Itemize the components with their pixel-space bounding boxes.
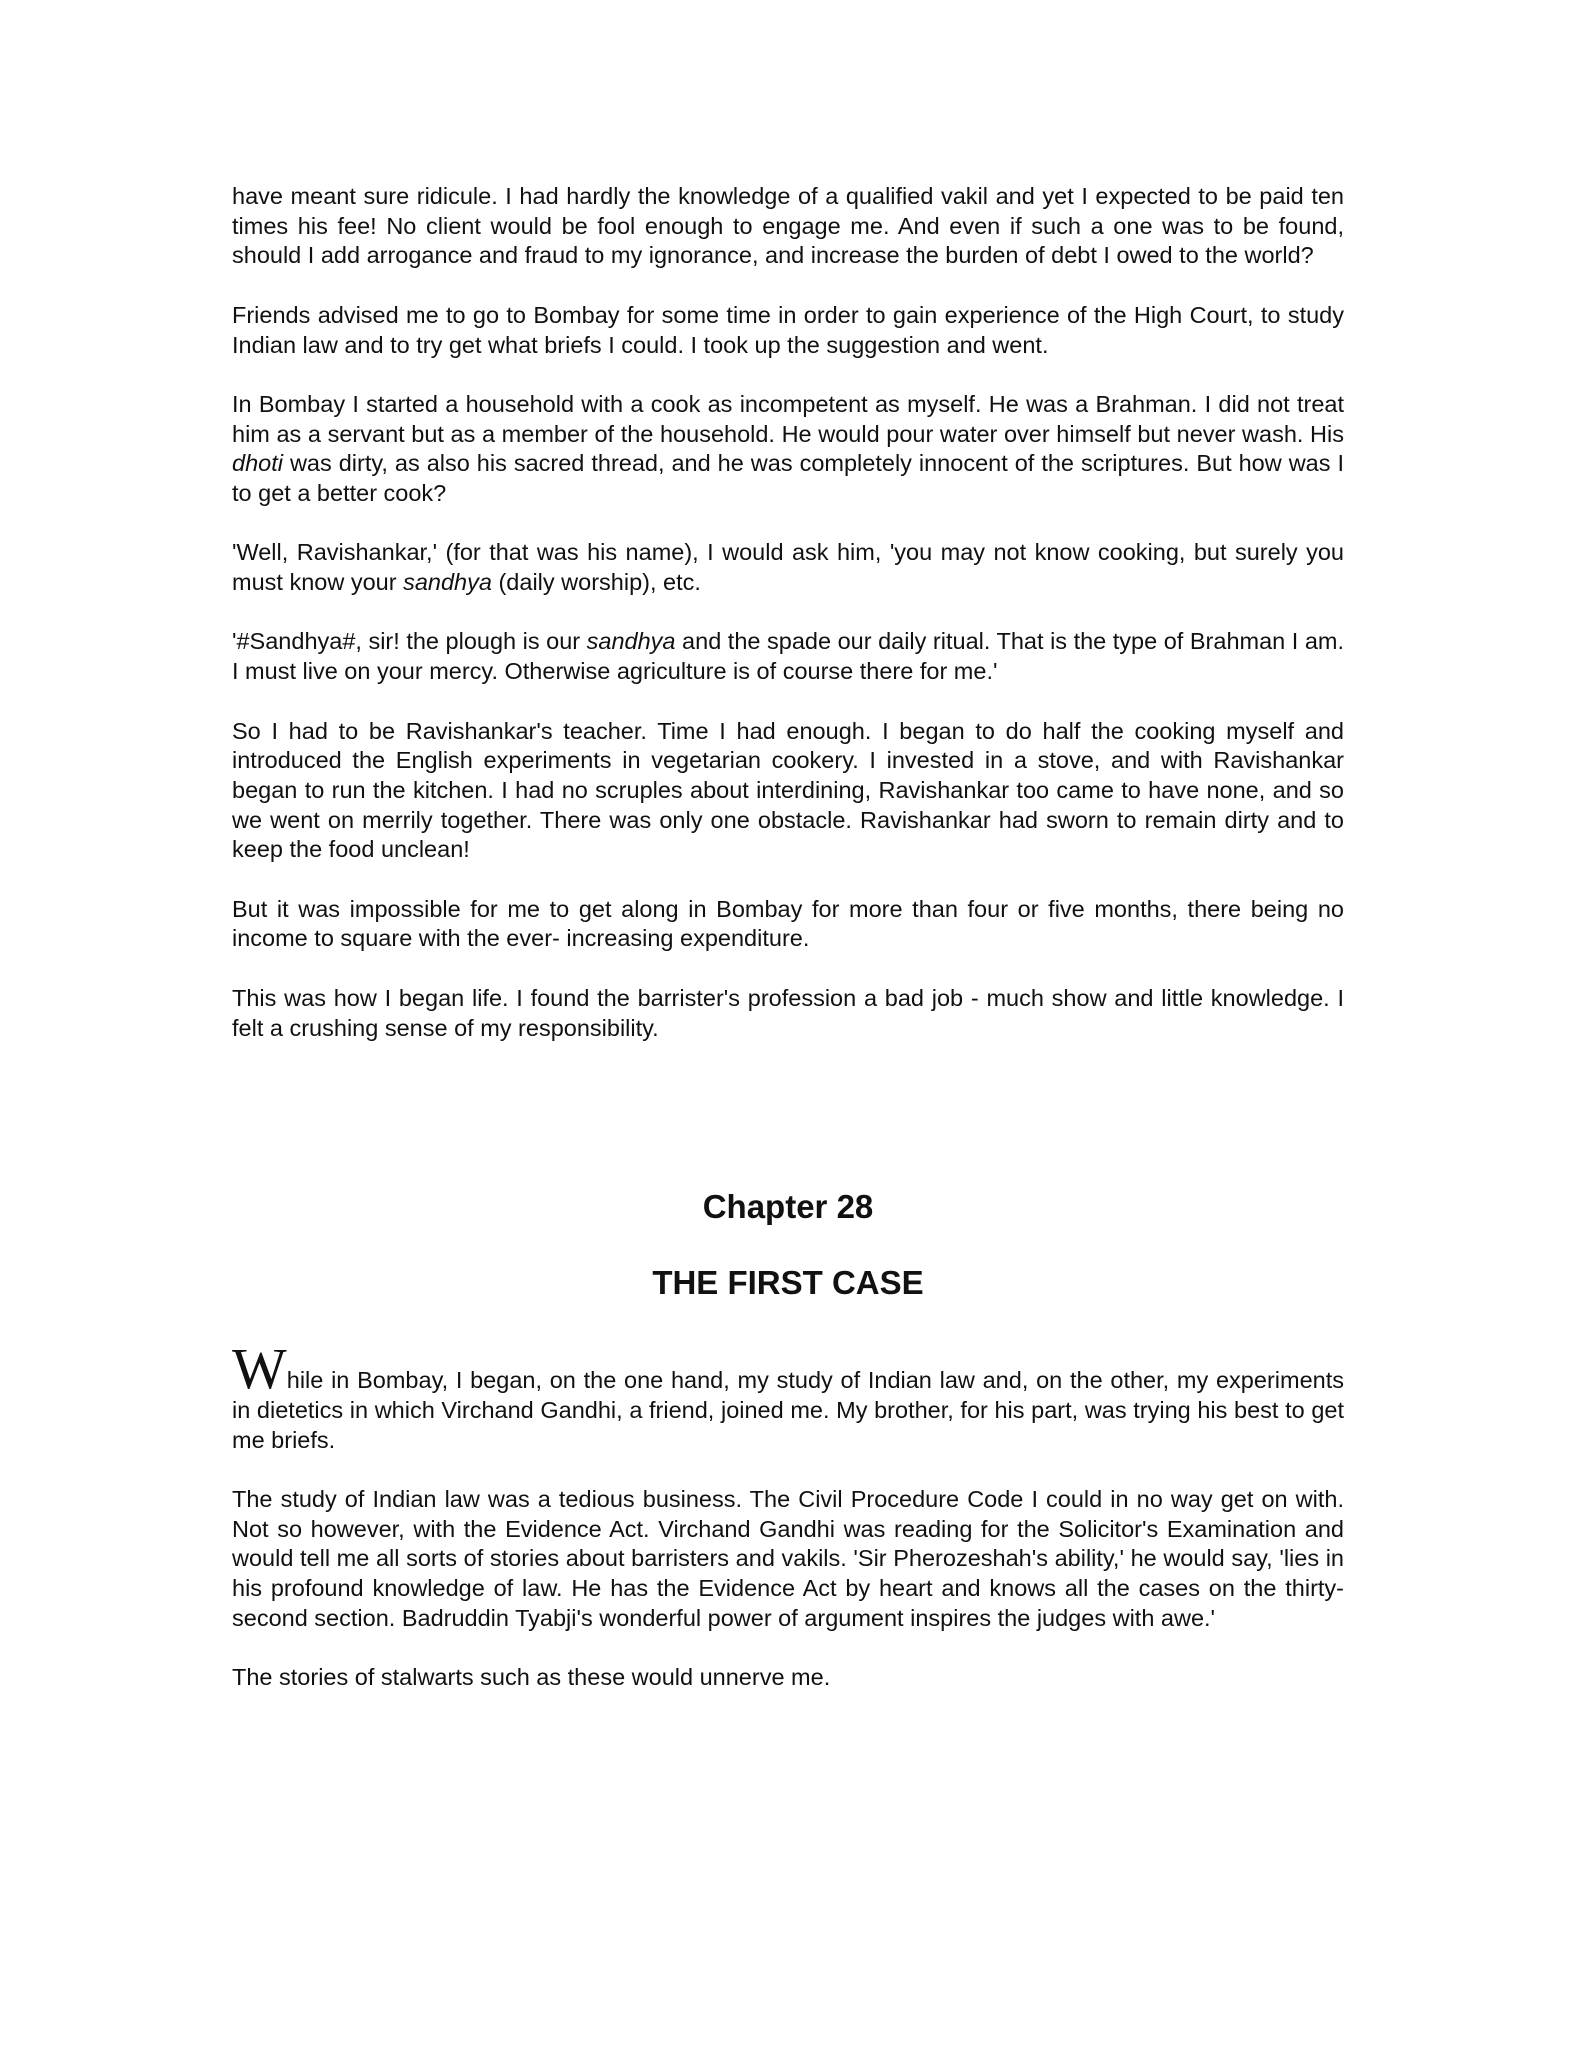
paragraph-ridicule: have meant sure ridicule. I had hardly the knowledge of a qualified vakil and yet I expected to be paid ten times his fee! No client would be fool enough to engage me. And even if such a one was to be found, should I add arrogance and fraud to my ignorance, and increase the burden of debt I owed to the world?	[232, 183, 1344, 269]
chapter-title: THE FIRST CASE	[652, 1264, 924, 1302]
text-segment: hile in Bombay, I began, on the one hand, my study of Indian law and, on the other, my experiments in dietetics in which Virchand Gandhi, a friend, joined me. My brother, for his part, was trying his best to get me briefs.	[232, 1367, 1344, 1453]
paragraph-while-in-bombay	[232, 1336, 1344, 1455]
text-segment: (daily worship), etc.	[491, 569, 701, 596]
text-segment: In Bombay I started a household with a cook as incompetent as myself. He was a Brahman. I did not treat him as a servant but as a member of the household. He would pour water over himself but never wash. His	[232, 390, 1344, 447]
text-segment: was dirty, as also his sacred thread, and he was completely innocent of the scriptures. But how was I to get a better cook?	[232, 450, 1344, 506]
paragraph-friends-advice: Friends advised me to go to Bombay for some time in order to gain experience of the High Court, to study Indian law and to try get what briefs I could. I took up the suggestion and went.	[232, 301, 1344, 358]
italic-word: sandhya	[403, 569, 492, 596]
paragraph-teacher: So I had to be Ravishankar's teacher. Time I had enough. I began to do half the cooking myself and introduced the English experiments in vegetarian cookery. I invested in a stove, and with Ravishankar began to run the kitchen. I had no scruples about interdining, Ravishankar too came to have none, and so we went on merrily together. There was only one obstacle. Ravishankar had sworn to remain dirty and to keep the food unclean!	[232, 717, 1344, 863]
italic-word: sandhya	[586, 628, 676, 655]
drop-cap-initial: W	[232, 1336, 287, 1402]
chapter-number: Chapter 28	[702, 1188, 874, 1226]
document-page	[232, 182, 1344, 1723]
text-segment: '#Sandhya#, sir! the plough is our	[232, 628, 587, 655]
italic-word: dhoti	[232, 450, 283, 477]
paragraph-began-life: This was how I began life. I found the barrister's profession a bad job - much show and little knowledge. I felt a crushing sense of my responsibility.	[232, 984, 1344, 1041]
paragraph-cook	[232, 390, 1344, 509]
paragraph-stalwarts: The stories of stalwarts such as these would unnerve me.	[232, 1664, 831, 1691]
text-segment: and the spade our daily ritual. That is the type of Brahman I am. I must live on your mercy. Otherwise agriculture is of course there for me.'	[232, 628, 1344, 685]
paragraph-sandhya-reply	[232, 627, 1344, 686]
paragraph-indian-law-study: The study of Indian law was a tedious business. The Civil Procedure Code I could in no way get on with. Not so however, with the Evidence Act. Virchand Gandhi was reading for the Solicitor's Examination and would tell me all sorts of stories about barristers and vakils. 'Sir Pherozeshah's ability,' he would say, 'lies in his profound knowledge of law. He has the Evidence Act by heart and knows all the cases on the thirty-second section. Badruddin Tyabji's wonderful power of argument inspires the judges with awe.'	[232, 1486, 1344, 1631]
text-segment: 'Well, Ravishankar,' (for that was his name), I would ask him, 'you may not know cooking, but surely you must know your	[232, 539, 1344, 596]
paragraph-ravishankar-question	[232, 538, 1344, 597]
paragraph-bombay-months: But it was impossible for me to get along in Bombay for more than four or five months, there being no income to square with the ever- increasing expenditure.	[232, 895, 1344, 952]
chapter-heading	[232, 1187, 1344, 1303]
